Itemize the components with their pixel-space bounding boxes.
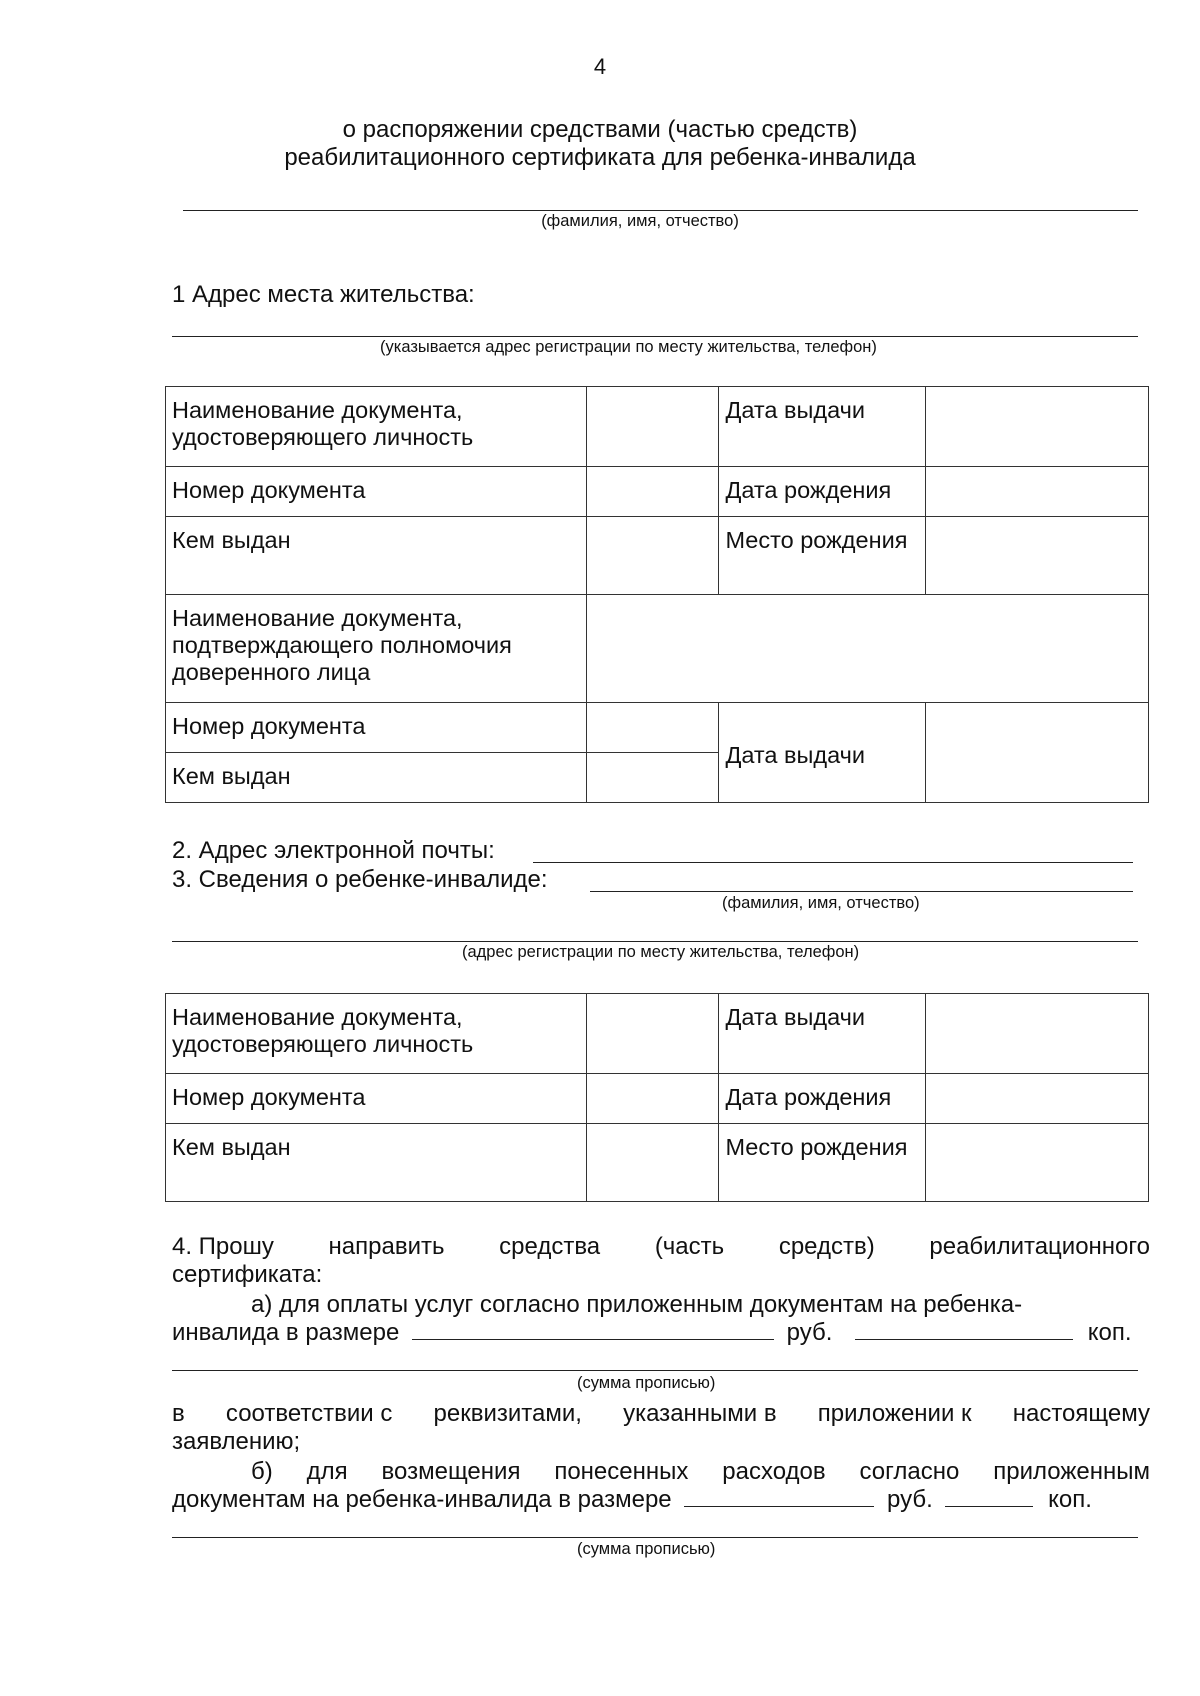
t2-doc-name-value[interactable]	[586, 994, 719, 1074]
t1-birth-place-value[interactable]	[926, 517, 1149, 595]
t2-issue-date-value[interactable]	[926, 994, 1149, 1074]
title-line-1: о распоряжении средствами (частью средств)	[342, 116, 858, 143]
fio-caption: (фамилия, имя, отчество)	[541, 212, 739, 230]
t1-issue-date-value[interactable]	[926, 387, 1149, 467]
sum-words-a-caption: (сумма прописью)	[577, 1374, 716, 1392]
option-a-kop-label: коп.	[1087, 1319, 1132, 1346]
t1-authority-issue-date-label: Дата выдачи	[719, 703, 926, 803]
request-word-0: 4. Прошу	[172, 1233, 274, 1260]
sum-words-b-line[interactable]	[172, 1537, 1138, 1538]
t1-issued-by-label: Кем выдан	[166, 517, 587, 595]
t1-doc-name-value[interactable]	[586, 387, 719, 467]
title-line-2: реабилитационного сертификата для ребенка-инвалида	[284, 144, 916, 171]
address-line[interactable]	[172, 336, 1138, 337]
document-title	[0, 116, 1200, 172]
t2-doc-name-label: Наименование документа, удостоверяющего личность	[166, 994, 587, 1074]
t2-birth-place-value[interactable]	[926, 1124, 1149, 1202]
t1-issue-date-label: Дата выдачи	[719, 387, 926, 467]
child-address-caption: (адрес регистрации по месту жительства, телефон)	[462, 943, 860, 961]
t2-issued-by-value[interactable]	[586, 1124, 719, 1202]
accord-word-3: указанными в	[623, 1400, 777, 1427]
t2-birth-date-label: Дата рождения	[719, 1074, 926, 1124]
page-number: 4	[593, 54, 607, 79]
section3-child-label: 3. Сведения о ребенке-инвалиде:	[172, 866, 548, 893]
email-line[interactable]	[533, 862, 1133, 863]
fio-line[interactable]	[183, 210, 1138, 211]
child-fio-line[interactable]	[590, 891, 1133, 892]
option-a-line2	[172, 1319, 1150, 1347]
option-b-word-2: возмещения	[381, 1458, 521, 1485]
t2-birth-date-value[interactable]	[926, 1074, 1149, 1124]
option-b-word-6: приложенным	[993, 1458, 1150, 1485]
option-b-kop-field[interactable]	[945, 1486, 1033, 1507]
t1-issued-by-value[interactable]	[586, 517, 719, 595]
option-a-rub-field[interactable]	[412, 1319, 774, 1340]
section4-certificate-word: сертификата:	[172, 1261, 323, 1288]
t2-doc-number-label: Номер документа	[166, 1074, 587, 1124]
accord-line2: заявлению;	[172, 1428, 301, 1455]
option-a-rub-label: руб.	[786, 1319, 833, 1346]
request-word-1: направить	[328, 1233, 445, 1260]
child-fio-caption: (фамилия, имя, отчество)	[722, 894, 920, 912]
option-b-rub-label: руб.	[886, 1486, 933, 1513]
t2-doc-number-value[interactable]	[586, 1074, 719, 1124]
accord-word-4: приложении к	[817, 1400, 972, 1427]
address-caption: (указывается адрес регистрации по месту жительства, телефон)	[380, 338, 877, 356]
request-word-3: (часть	[654, 1233, 725, 1260]
accord-word-1: соответствии с	[225, 1400, 393, 1427]
t1-authority-doc-value[interactable]	[586, 595, 1148, 703]
option-b-words	[251, 1458, 1150, 1486]
request-word-2: средства	[499, 1233, 601, 1260]
option-b-line2	[172, 1486, 1150, 1514]
option-b-prefix: документам на ребенка-инвалида в размере	[172, 1486, 672, 1513]
section1-address-label: 1 Адрес места жительства:	[172, 281, 475, 308]
option-b-word-0: б)	[251, 1458, 273, 1485]
sum-words-a-line[interactable]	[172, 1370, 1138, 1371]
accord-line1	[172, 1400, 1150, 1428]
option-b-rub-field[interactable]	[684, 1486, 874, 1507]
child-document-table	[165, 993, 1149, 1202]
accord-word-0: в	[172, 1400, 185, 1427]
option-b-word-1: для	[306, 1458, 348, 1485]
t2-birth-place-label: Место рождения	[719, 1124, 926, 1202]
section4-request-line1	[172, 1233, 1150, 1261]
applicant-document-table	[165, 386, 1149, 803]
t2-issue-date-label: Дата выдачи	[719, 994, 926, 1074]
t1-authority-number-value[interactable]	[586, 703, 719, 753]
t1-doc-number-value[interactable]	[586, 467, 719, 517]
t1-authority-issued-by-label: Кем выдан	[166, 753, 587, 803]
sum-words-b-caption: (сумма прописью)	[577, 1540, 716, 1558]
option-a-line1: а) для оплаты услуг согласно приложенным документам на ребенка-	[251, 1291, 1023, 1318]
accord-words	[172, 1400, 1150, 1428]
t1-doc-number-label: Номер документа	[166, 467, 587, 517]
request-word-5: реабилитационного	[929, 1233, 1150, 1260]
option-a-prefix: инвалида в размере	[172, 1319, 400, 1346]
t1-birth-date-value[interactable]	[926, 467, 1149, 517]
t1-birth-date-label: Дата рождения	[719, 467, 926, 517]
request-word-4: средств)	[778, 1233, 875, 1260]
section4-words-1	[172, 1233, 1150, 1261]
t1-authority-number-label: Номер документа	[166, 703, 587, 753]
t1-authority-issue-date-value[interactable]	[926, 703, 1149, 803]
t1-doc-name-label: Наименование документа, удостоверяющего личность	[166, 387, 587, 467]
option-b-word-4: расходов	[722, 1458, 826, 1485]
option-b-word-3: понесенных	[554, 1458, 689, 1485]
option-b-kop-label: коп.	[1048, 1486, 1092, 1513]
child-address-line[interactable]	[172, 941, 1138, 942]
option-a-kop-field[interactable]	[855, 1319, 1073, 1340]
t1-authority-doc-label: Наименование документа, подтверждающего полномочия доверенного лица	[166, 595, 587, 703]
accord-word-5: настоящему	[1012, 1400, 1150, 1427]
section2-email-label: 2. Адрес электронной почты:	[172, 837, 495, 864]
t2-issued-by-label: Кем выдан	[166, 1124, 587, 1202]
option-b-word-5: согласно	[859, 1458, 960, 1485]
t1-birth-place-label: Место рождения	[719, 517, 926, 595]
option-b-line1	[251, 1458, 1150, 1486]
accord-word-2: реквизитами,	[433, 1400, 582, 1427]
t1-authority-issued-by-value[interactable]	[586, 753, 719, 803]
